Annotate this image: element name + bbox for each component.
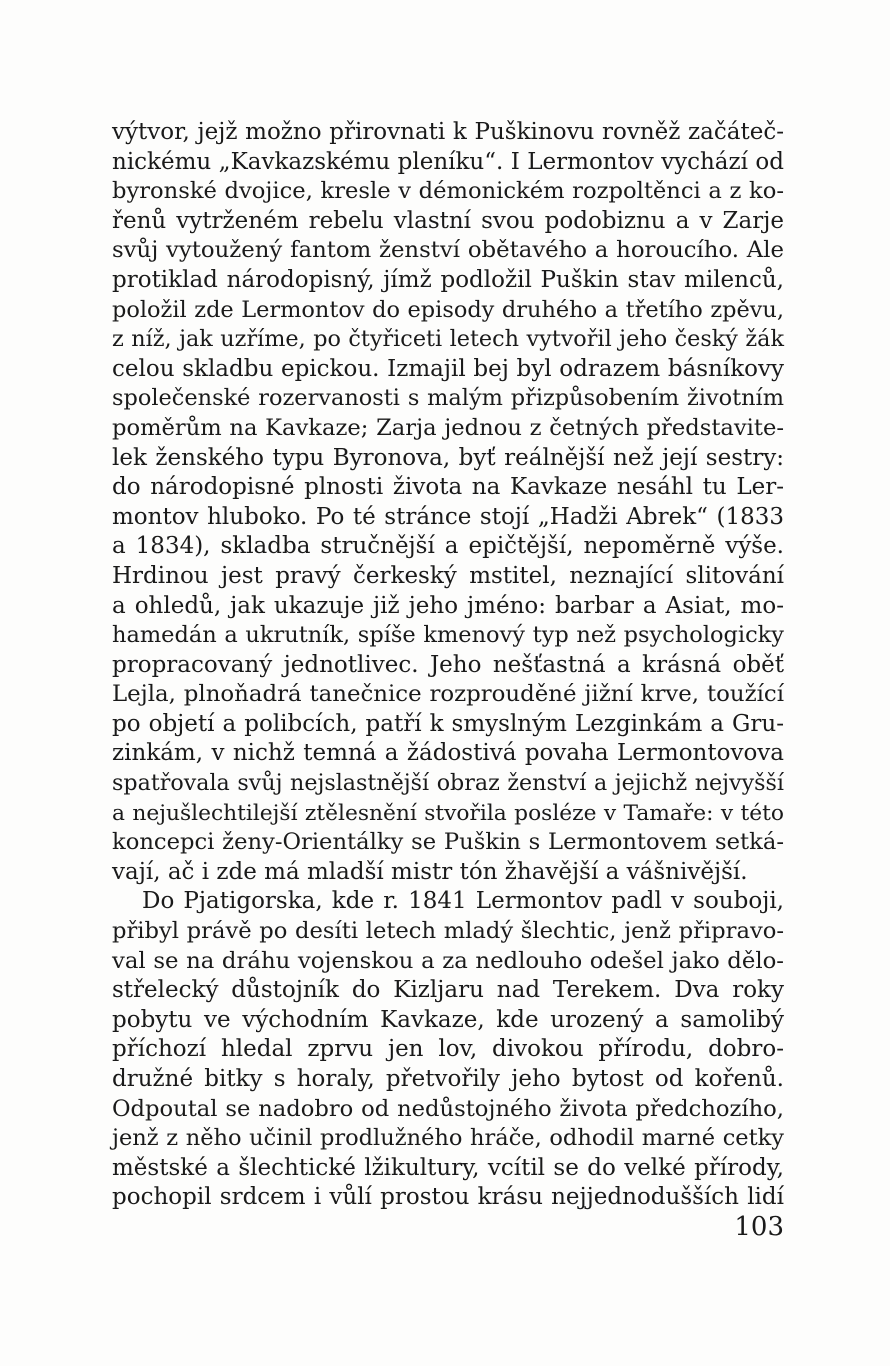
text-line: z níž, jak uzříme, po čtyřiceti letech vytvořil jeho český žák (112, 326, 784, 353)
text-line: protiklad národopisný, jímž podložil Puškin stav milenců, (112, 266, 784, 293)
text-line: val se na dráhu vojenskou a za nedlouho odešel jako dělo- (112, 947, 784, 974)
text-line: koncepci ženy-Orientálky se Puškin s Lermontovem setká- (112, 829, 784, 856)
text-line: montov hluboko. Po té stránce stojí „Hadži Abrek“ (1833 (112, 503, 784, 530)
text-line: Do Pjatigorska, kde r. 1841 Lermontov padl v souboji, (142, 888, 784, 915)
text-line: Lejla, plnoňadrá tanečnice rozprouděné jižní krve, toužící (112, 681, 784, 708)
text-line: družné bitky s horaly, přetvořily jeho bytost od kořenů. (112, 1066, 784, 1092)
text-line: Odpoutal se nadobro od nedůstojného života předchozího, (112, 1095, 784, 1122)
text-line: lek ženského typu Byronova, byť reálnější než její sestry: (112, 444, 784, 471)
text-line: pobytu ve východním Kavkaze, kde urozený a samolibý (112, 1006, 784, 1033)
text-line: městské a šlechtické lžikultury, vcítil se do velké přírody, (112, 1154, 784, 1181)
text-line: Hrdinou jest pravý čerkeský mstitel, neznající slitování (112, 562, 784, 589)
text-line: a ohledů, jak ukazuje již jeho jméno: barbar a Asiat, mo- (112, 592, 784, 619)
text-line: nickému „Kavkazskému pleníku“. I Lermontov vychází od (112, 148, 784, 175)
text-line: pochopil srdcem i vůlí prostou krásu nejjednodušších lidí (112, 1184, 784, 1211)
text-line: přibyl právě po desíti letech mladý šlechtic, jenž připravo- (112, 918, 784, 945)
page-number: 103 (734, 1212, 784, 1242)
text-line: střelecký důstojník do Kizljaru nad Terekem. Dva roky (112, 977, 784, 1004)
text-line: položil zde Lermontov do episody druhého a třetího zpěvu, (112, 296, 784, 323)
text-line: výtvor, jejž možno přirovnati k Puškinovu rovněž začáteč- (112, 119, 784, 145)
text-line: do národopisné plnosti života na Kavkaze nesáhl tu Ler- (112, 474, 784, 501)
text-line: po objetí a polibcích, patří k smyslným Lezginkám a Gru- (112, 710, 784, 737)
text-line: společenské rozervanosti s malým přizpůsobením životním (112, 385, 784, 412)
text-line: a nejušlechtilejší ztělesnění stvořila posléze v Tamaře: v této (112, 800, 784, 826)
text-line: byronské dvojice, kresle v démonickém rozpoltěnci a z ko- (112, 178, 784, 205)
text-line: zinkám, v nichž temná a žádostivá povaha Lermontovova (112, 740, 784, 767)
text-line: a 1834), skladba stručnější a epičtější, nepoměrně výše. (112, 533, 784, 560)
text-line: řenů vytrženém rebelu vlastní svou podobiznu a v Zarje (112, 207, 784, 234)
text-line: poměrům na Kavkaze; Zarja jednou z četných představite- (112, 414, 784, 441)
text-line: celou skladbu epickou. Izmajil bej byl odrazem básníkovy (112, 355, 784, 382)
text-line: svůj vytoužený fantom ženství obětavého a horoucího. Ale (112, 237, 784, 264)
text-line: jenž z něho učinil prodlužného hráče, odhodil marné cetky (112, 1125, 784, 1152)
text-line: hamedán a ukrutník, spíše kmenový typ než psychologicky (112, 622, 784, 649)
text-line: spatřovala svůj nejslastnější obraz ženství a jejichž nejvyšší (112, 770, 784, 797)
text-line: vají, ač i zde má mladší mistr tón žhavější a vášnivější. (112, 858, 748, 885)
text-line: propracovaný jednotlivec. Jeho nešťastná a krásná oběť (112, 651, 784, 678)
body-text (112, 118, 784, 1213)
text-line: příchozí hledal zprvu jen lov, divokou přírodu, dobro- (112, 1036, 784, 1063)
